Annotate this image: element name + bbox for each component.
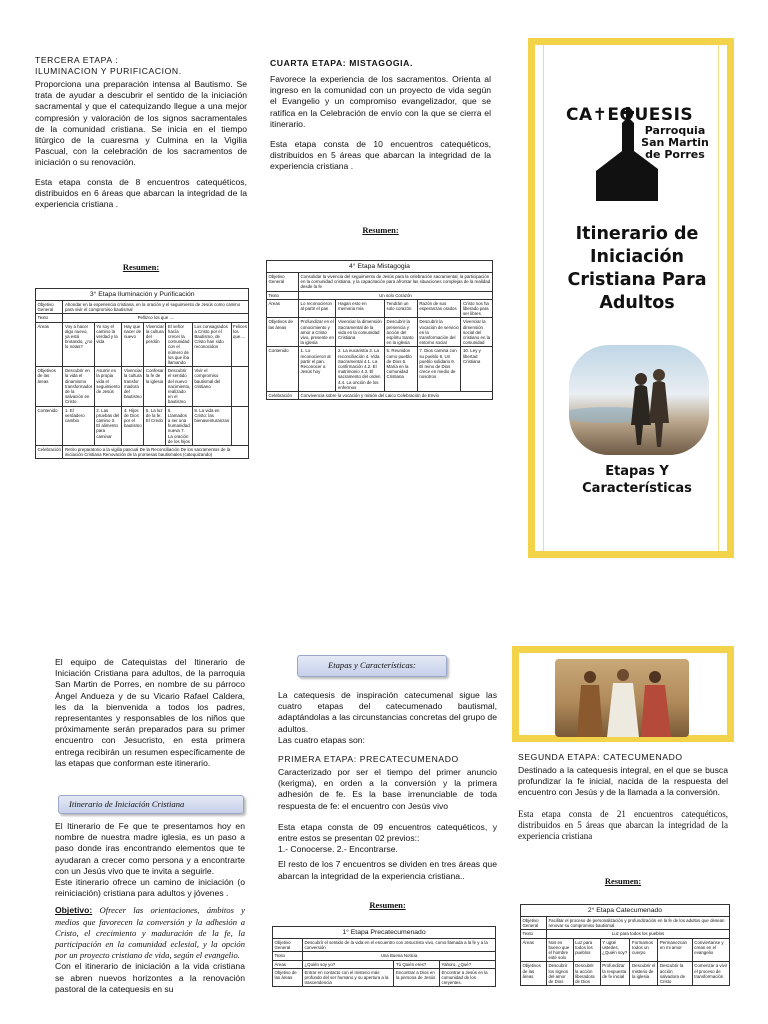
- table-row: [273, 939, 496, 952]
- banner-itinerario: [58, 795, 244, 814]
- table-cell: Yo soy el camino la verdad y la vida: [94, 322, 122, 367]
- table-row: [36, 322, 249, 367]
- row-label: Celebración: [36, 446, 63, 459]
- table-cell: Consolidar la vivencia del seguimiento de Jesús para la celebración sacramental, la participación en la comunidad cristiana, y la capacitación para afrontar las situaciones complejas de la realidad desde la fe: [299, 273, 493, 292]
- table-cell: Felices los que....: [231, 322, 249, 367]
- table-cell: Descubrir el sentido del nuevo nacimiento, realizado en el bautismo: [167, 368, 191, 405]
- cover-photo: [569, 345, 709, 455]
- cover-subtitle: Etapas Y Características: [582, 464, 692, 496]
- table-cell: Asumir en la propia vida el seguimiento de Jesús: [94, 367, 122, 406]
- couple-walking-photo-icon: [569, 345, 709, 455]
- table-title: 3° Etapa Iluminación y Purificación: [36, 289, 249, 301]
- table-row: [267, 291, 493, 299]
- table-cell: 6. Llamados a ser una humanidad nueva 7. La oración de los hijos: [166, 406, 192, 445]
- table-cell: Permanezcan en mi amor: [658, 938, 692, 962]
- banner-etapas: [297, 655, 447, 677]
- table-cell: Lo reconocieron al partir el pan: [299, 299, 336, 318]
- jesus-photo-panel: [512, 646, 734, 742]
- cover-inner: [543, 45, 719, 551]
- resumen-label-3: Resumen:: [122, 262, 160, 272]
- emmaus-photo: [555, 659, 689, 737]
- intro-text: El equipo de Catequistas del Itinerario de Iniciación Cristiana para adultos, de la parroquia San Martin de Porres, en nombre de su párroco Ángel Andueza y de su Vicario Rafael Caldera, les da la bienvenida a todos los padres, representantes y responsables de los niños que próximamente serán preparados para su primer encuentro con Jesucristo, en esta primera entrega recibirán un resumen específicamente de las etapas que conforman este itinerario.: [55, 657, 245, 768]
- stage-table: [272, 926, 496, 987]
- objetivo-label: Objetivo:: [55, 905, 93, 916]
- table-cell: Profundizar en el conocimiento y amor a Cristo vivo, presente en la iglesia: [299, 318, 336, 347]
- table-cell: Descubrir los signos del amor de Dios: [547, 962, 574, 986]
- segunda-etapa-body: Destinado a la catequesis integral, en el que se busca profundizar la fe inicial, nacida de la respuesta del encuentro con Jesús y de la llamada a la conversión.: [518, 765, 728, 798]
- table-row: [267, 347, 493, 392]
- table-row: [36, 406, 249, 445]
- etapas-list-label: Las cuatro etapas son:: [278, 734, 365, 745]
- row-label: Contenido: [36, 406, 63, 445]
- parish-logo: [566, 103, 716, 221]
- heading-primera-etapa: PRIMERA ETAPA: PRECATECUMENADO: [278, 754, 459, 765]
- table-cell: Convivencia sobre la vocación y misión del Laico Celebración de Envío: [299, 392, 493, 400]
- cuarta-etapa-body: Favorece la experiencia de los sacramentos. Orienta al ingreso en la comunidad con un proyecto de vida según el Evangelio y un compromiso evangelizador, que se ratifica en la Celebración de envío con la que se cierra el itinerario.: [270, 74, 491, 129]
- stage-table: [35, 288, 249, 459]
- table-etapa-3: [35, 288, 248, 459]
- itinerario-closing: Con el itinerario de iniciación a la vida cristiana se abren nuevos horizontes a la renovación pastoral de la catequesis en su: [55, 961, 245, 994]
- row-label: Contenido: [267, 347, 299, 392]
- table-cell: Nos es bueno que el hombre esté solo: [547, 938, 574, 962]
- logo-parroquia: [630, 125, 720, 161]
- heading-iluminacion: ILUMINACION Y PURIFICACION.: [35, 66, 182, 76]
- table-cell: Vivir el compromiso bautismal del cristiano: [192, 367, 231, 406]
- table-row: [273, 968, 496, 987]
- row-label: Texto: [267, 291, 299, 299]
- table-cell: Profundizar la respuesta de fe inicial: [600, 962, 630, 986]
- row-label: Texto: [521, 930, 547, 938]
- table-cell: Tú Quién eres?: [394, 960, 440, 968]
- table-cell: Los consagrados a Cristo por el Bautismo, de Cristo han sido reconocidos: [192, 322, 231, 367]
- panel-intro: [55, 657, 245, 775]
- row-label: Áreas: [36, 322, 63, 367]
- resumen-label-2: Resumen:: [604, 876, 642, 886]
- table-row: [521, 930, 730, 938]
- table-cell: Luz para todos los pueblos: [547, 930, 730, 938]
- panel-cuarta-etapa: [270, 58, 491, 181]
- logo-line-porres: de Porres: [645, 148, 705, 161]
- table-cell: El señor hacía crecer la comunidad con el número de los que iba llamando: [166, 322, 192, 367]
- itinerario-body-2: Este itinerario ofrece un camino de iniciación (o reiniciación) cristiana para adultos y jóvenes .: [55, 877, 245, 899]
- table-cell: Descubrir la vocación de servicio en la transformación del entorno social: [417, 318, 461, 347]
- table-title: 1° Etapa Precatecumenado: [273, 927, 496, 939]
- table-cell: Pellizco los que ....: [63, 314, 249, 322]
- table-cell: Encontrar a Dios en la persona de Jesús: [394, 968, 440, 987]
- heading-tercera-etapa: TERCERA ETAPA :: [35, 55, 119, 65]
- etapas-intro: La catequesis de inspiración catecumenal sigue las cuatro etapas del catecumenado bautismal, adaptándolas a las circunstancias concretas del grupo de adultos.: [278, 690, 497, 734]
- table-row: [521, 938, 730, 962]
- table-cell: Hagan esto en memoria mía: [336, 299, 385, 318]
- row-label: Áreas: [273, 960, 303, 968]
- walking-figures-icon: [555, 659, 689, 737]
- resumen-label-1: Resumen:: [369, 900, 406, 910]
- table-cell: Ahondar en la experiencia cristiana, en la oración y el seguimiento de Jesús como camino para vivir el compromiso bautismal: [63, 301, 249, 314]
- table-row: [521, 962, 730, 986]
- table-cell: ¿Quién soy yo?: [303, 960, 394, 968]
- segunda-etapa-summary: Esta etapa consta de 21 encuentros catequéticos, distribuidos en 5 áreas que abarcan la integridad de la experiencia cristiana: [518, 808, 728, 842]
- row-label: Áreas: [267, 299, 299, 318]
- stage-table: [520, 904, 730, 986]
- table-cell: Vivenciar la cultura transfor madora del bautismo: [122, 367, 144, 406]
- logo-line-san-martin: San Martin: [641, 136, 709, 149]
- itinerario-body: El Itinerario de Fe que te presentamos hoy en nombre de nuestra madre iglesia, es un paso a paso donde iras encontrando elementos que te ayudaran a crecer como persona y a encontrarte con un Jesús vivo que te invita a seguirle.: [55, 821, 245, 876]
- cover-panel: [528, 38, 734, 558]
- table-row: [267, 299, 493, 318]
- heading-segunda-etapa: SEGUNDA ETAPA: CATECUMENADO: [518, 752, 683, 762]
- table-cell: Razón de sus esperanzas orados: [417, 299, 461, 318]
- primera-etapa-rest: El resto de los 7 encuentros se dividen en tres áreas que abarcan la integridad de la experiencia cristiana..: [278, 859, 497, 881]
- banner-itinerario-text: Itinerario de Iniciación Cristiana: [69, 799, 185, 809]
- table-cell: Descubrir el misterio de la iglesia: [630, 962, 658, 986]
- primera-etapa-previos: 1.- Conocerse. 2.- Encontrarse.: [278, 844, 398, 855]
- table-cell: Retiro preparatorio a la vigilia pascual De la Reconciliación De los sacramentos de la iniciación Cristiana Renovación de la promesas bautismales (catequizando): [63, 446, 249, 459]
- table-row: [36, 301, 249, 314]
- logo-catequesis: CA✝EQUESIS: [566, 105, 694, 125]
- heading-cuarta-etapa: CUARTA ETAPA: MISTAGOGIA.: [270, 58, 413, 68]
- table-cell: Cristo nos ha liberado para ser libres: [461, 299, 493, 318]
- table-cell: Y ugüé ustedes, ¿Quién soy?: [600, 938, 630, 962]
- table-cell: 2. Las pruebas del camino 3. El alimento para caminar: [94, 406, 122, 445]
- tercera-etapa-summary: Esta etapa consta de 8 encuentros catequéticos, distribuidos en 6 áreas que abarcan la integridad de la experiencia cristiana .: [35, 176, 247, 210]
- table-cell: 10. Ley y libertad Cristiana: [461, 347, 493, 392]
- row-label: Objetivos de las áreas: [267, 318, 299, 347]
- row-label: Texto: [273, 952, 303, 960]
- table-cell: Luz para todos los pueblos: [573, 938, 600, 962]
- table-cell: Voy a hacer algo nuevo, ya está brotando, ¿no lo notas?: [63, 322, 94, 367]
- table-etapa-2: [520, 904, 730, 986]
- table-cell: Confesar la fe de la iglesia: [144, 367, 166, 406]
- table-row: [36, 446, 249, 459]
- row-label: Objetivos de las áreas: [521, 962, 547, 986]
- objetivo-paragraph: [55, 905, 245, 961]
- table-row: [273, 952, 496, 960]
- table-cell: 5. La luz de la fe: El Credo: [144, 406, 166, 445]
- table-cell: Descubrir la acción liberadora de Dios: [573, 962, 600, 986]
- table-cell: Encontrar a Jesús en la comunidad de los creyentes.: [440, 968, 496, 987]
- objetivo-text: Ofrecer las orientaciones, ámbitos y medios que favorecen la conversión y la adhesión a Cristo, el crecimiento y maduración de la fe, la participación en la comunidad eclesial, y la opción por un proyecto cristiano de vida, según el evangelio.: [55, 905, 245, 961]
- table-cell: Hay que nacer de nuevo: [122, 322, 144, 367]
- table-row: [36, 367, 249, 406]
- row-label: Objetivos de las áreas: [36, 367, 63, 406]
- panel-tercera-etapa: [35, 55, 247, 218]
- table-cell: Conviertanse y crean en el evangelio: [692, 938, 729, 962]
- primera-etapa-body: Caracterizado por ser el tiempo del primer anuncio (kerigma), en orden a la conversión y la primera adhesión de fe. Es la base irrenunciable de toda respuesta de fe: el encuentro con Jesús vivo: [278, 767, 497, 811]
- logo-line-parroquia: Parroquia: [644, 124, 706, 137]
- row-label: Objetivo General: [521, 917, 547, 930]
- panel-segunda-etapa: [518, 752, 728, 850]
- table-cell: Un solo Corazón: [299, 291, 493, 299]
- table-cell: 8. La vida en Cristo: las bienaventuranzas: [192, 406, 231, 445]
- table-title: 2° Etapa Catecumenado: [521, 905, 730, 917]
- table-cell: Descubrir la presencia y acción del espíritu Santo en la iglesia: [385, 318, 418, 347]
- table-cell: 5. Reunidos como pueblo de Dios 6. María en la comunidad Cristiana: [385, 347, 418, 392]
- cover-title: Itinerario de Iniciación Cristiana Para Adultos: [567, 224, 707, 313]
- table-cell: 1. El verdadero cambio: [63, 406, 94, 445]
- cuarta-etapa-summary: Esta etapa consta de 10 encuentros catequéticos, distribuidos en 5 áreas que abarcan la integridad de la experiencia cristiana .: [270, 139, 491, 172]
- table-cell: Entrar en contacto con el misterio más profundo del ser humano y su apertura a la trascendencia: [303, 968, 394, 987]
- row-label: Objetivo General: [267, 273, 299, 292]
- table-etapa-1: [272, 926, 496, 987]
- table-cell: Una Buena Noticia: [303, 952, 496, 960]
- table-cell: Vivenciar la dimensión Sacramental de la vida en la comunidad Cristiana: [336, 318, 385, 347]
- table-row: [36, 314, 249, 322]
- table-row: [273, 960, 496, 968]
- table-cell: [231, 406, 249, 445]
- table-cell: Comenzar a vivir el proceso de transformación: [692, 962, 729, 986]
- primera-etapa-summary: Esta etapa consta de 09 encuentros catequéticos, y entre estos se presentan 02 previos::: [278, 821, 497, 844]
- row-label: Objetivo General: [36, 301, 63, 314]
- table-cell: [231, 367, 249, 406]
- banner-etapas-text: Etapas y Características:: [328, 660, 416, 670]
- table-etapa-4: [266, 260, 493, 400]
- table-cell: Yahoro, ¿Qué?: [440, 960, 496, 968]
- table-cell: 4. Hijos de Dios por el bautismo: [122, 406, 144, 445]
- stage-table: [266, 260, 493, 400]
- table-row: [267, 318, 493, 347]
- table-cell: Descubrir el sentido de la vida en el encuentro con Jesucristo vivo, como llamada a la fe y a la conversión: [303, 939, 496, 952]
- table-cell: Vivenciar la cultura del perdón: [144, 322, 166, 367]
- row-label: Texto: [36, 314, 63, 322]
- table-cell: Formamos todos un cuerpo: [630, 938, 658, 962]
- row-label: Objetivo General: [273, 939, 303, 952]
- table-cell: 7. Dios camina con su pueblo 8. Un pueblo solidario 9. El reino de Dios crece en medio de nosotros: [417, 347, 461, 392]
- panel-primera-etapa: [278, 690, 497, 890]
- resumen-label-4: Resumen:: [362, 225, 399, 235]
- table-cell: Vivenciar la dimensión social del cristiano en la comunidad: [461, 318, 493, 347]
- table-row: [267, 273, 493, 292]
- table-cell: 1. Lo reconocieron al partir el pan. Reconocer a Jesús hoy: [299, 347, 336, 392]
- panel-itinerario: [55, 821, 245, 995]
- row-label: Áreas: [521, 938, 547, 962]
- table-cell: Facilitar el proceso de personalización y profundización en la fe de los adultos que desean renovar su compromiso bautismal: [547, 917, 730, 930]
- row-label: Objetivo de las áreas: [273, 968, 303, 987]
- table-cell: Descubrir en la vida el dinamismo transformador de la salvación en Cristo: [64, 368, 93, 405]
- table-row: [267, 392, 493, 400]
- table-row: [521, 917, 730, 930]
- table-cell: 2. La eucaristía 3. La reconciliación 4. Vida Sacramental 4.1. La confirmación 4.2. El matrimonio 4.3. El sacramento del orden 4.4. La unción de los enfermos: [336, 347, 385, 392]
- table-cell: Descubrir la acción salvadora de Cristo: [658, 962, 692, 986]
- table-title: 4° Etapa Mistagogia: [267, 261, 493, 273]
- table-cell: Tendrán un solo corazón: [385, 299, 418, 318]
- tercera-etapa-body: Proporciona una preparación intensa al Bautismo. Se trata de ayudar a descubrir el sentido de la iniciación sacramental y que el catequizando llegue a una mejor compresión y valoración de los signos sacramentales de la comunidad cristiana. Se inicia en el tiempo litúrgico de la cuaresma y Culmina en la Vigilia Pascual, con la celebración de los sacramentos de iniciación o su renovación.: [35, 79, 247, 168]
- row-label: Celebración: [267, 392, 299, 400]
